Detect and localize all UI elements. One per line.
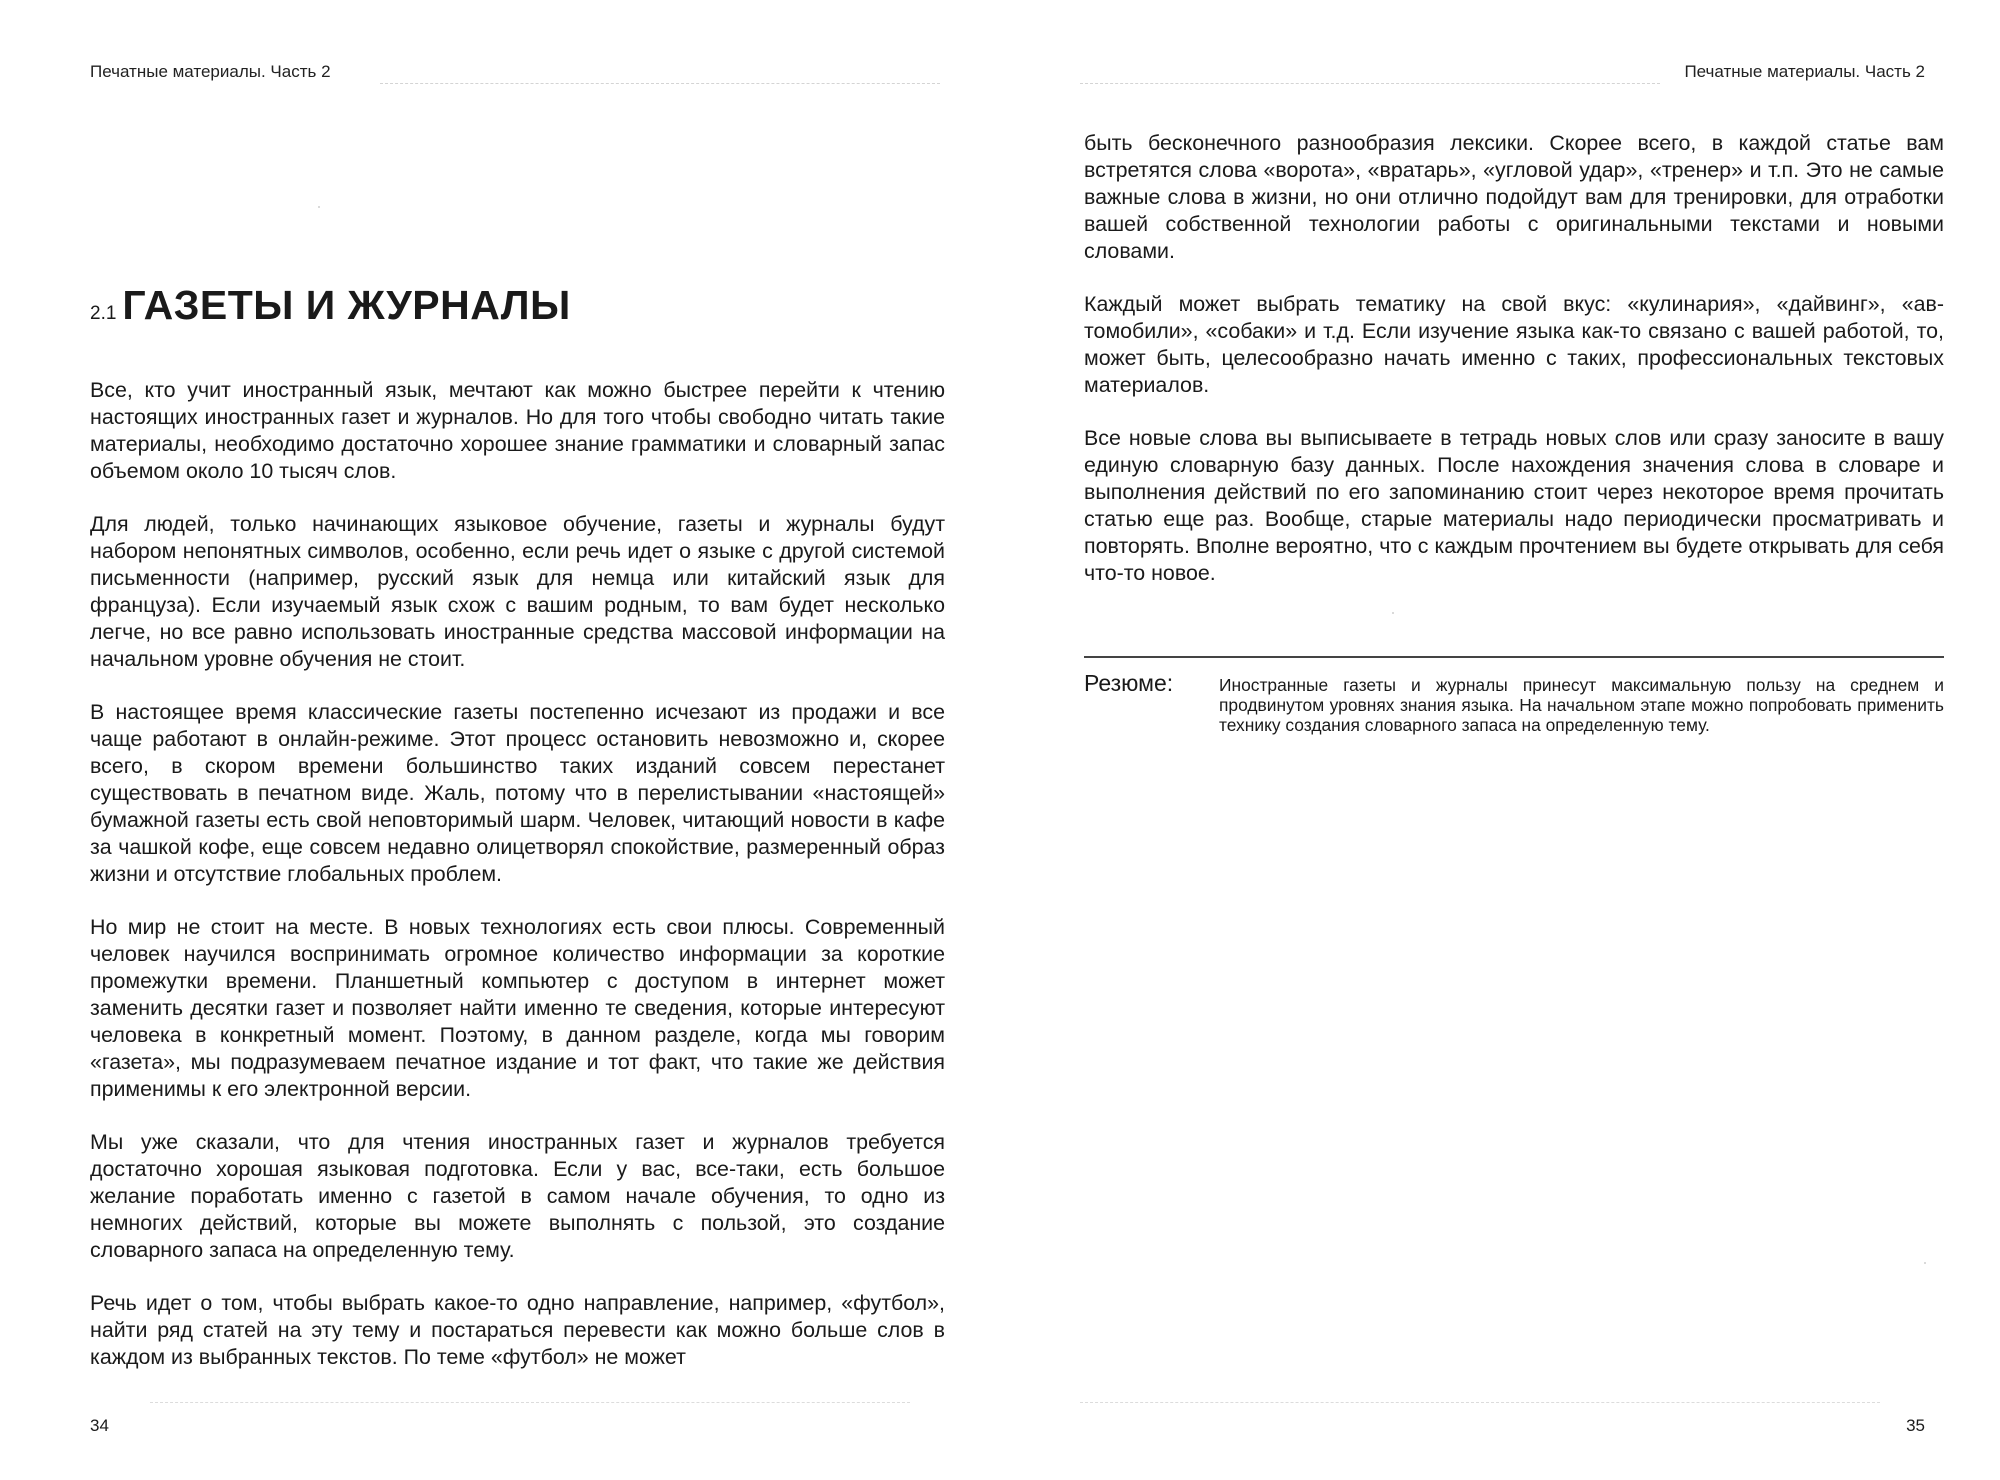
body-text — [1084, 130, 1944, 613]
paragraph: Мы уже сказали, что для чтения иностранных газет и журналов требуется достаточно хорошая языковая подготовка. Если у вас, все-таки, есть большое желание поработать именно с газетой в самом начале обучения, то одно из немногих действий, которые вы можете выполнять с пользой, это создание словарного запаса на определенную тему. — [90, 1130, 945, 1262]
paragraph: Каждый может выбрать тематику на свой вкус: «кулинария», «дайвинг», «автомобили», «собаки» и т.д. Если изучение языка как-то связано с вашей работой, то, может быть, целесообразно начать именно с таких, профессиональных текстовых материалов. — [1084, 292, 1944, 397]
section-title: ГАЗЕТЫ И ЖУРНАЛЫ — [122, 282, 571, 328]
scan-speck — [318, 206, 320, 208]
summary-divider — [1084, 656, 1944, 658]
paragraph: Но мир не стоит на месте. В новых технологиях есть свои плюсы. Современный человек научился воспринимать огромное количество информации за короткие промежутки времени. Планшетный компьютер с доступом в интернет может заменить десятки газет и позволяет найти именно те сведения, которые интересуют человека в конкретный момент. Поэтому, в данном разделе, когда мы говорим «газета», мы подразумеваем печатное издание и тот факт, что такие же действия применимы к его электронной версии. — [90, 915, 945, 1101]
footer-rule — [150, 1402, 910, 1403]
paragraph: Все, кто учит иностранный язык, мечтают как можно быстрее перейти к чтению настоящих иностранных газет и журналов. Но для того чтобы свободно читать такие материалы, необходимо достаточно хорошее знание грамматики и словарный запас объемом около 10 тысяч слов. — [90, 378, 945, 483]
running-head: Печатные материалы. Часть 2 — [90, 62, 331, 81]
paragraph: Речь идет о том, чтобы выбрать какое-то одно направление, например, «футбол», найти ряд статей на эту тему и постараться перевести как можно больше слов в каждом из выбранных текстов. По теме «футбол» не может — [90, 1291, 945, 1369]
right-page — [1000, 0, 2000, 1480]
page-number: 34 — [90, 1416, 109, 1435]
section-heading — [90, 282, 571, 329]
paragraph: Все новые слова вы выписываете в тетрадь новых слов или сразу заносите в вашу единую словарную базу данных. После нахождения значения слова в словаре и выполнения действий по его запоминанию стоит через некоторое время прочитать статью еще раз. Вообще, старые материалы надо периодически просматривать и повторять. Вполне вероятно, что с каждым прочтением вы будете открывать для себя что-то новое. — [1084, 426, 1944, 585]
summary-text: Иностранные газеты и журналы принесут максимальную пользу на среднем и продвинутом уровнях знания языка. На начальном этапе можно попробовать применить технику создания словарного запаса на определенную тему. — [1219, 675, 1944, 735]
header-rule — [380, 83, 940, 84]
summary-label: Резюме: — [1084, 670, 1174, 696]
paragraph: В настоящее время классические газеты постепенно исчезают из продажи и все чаще работают в онлайн-режиме. Этот процесс остановить невозможно и, скорее всего, в скором времени большинство таких изданий совсем перестанет существовать в печатном виде. Жаль, потому что в перелистывании «настоящей» бумажной газеты есть свой неповторимый шарм. Человек, читающий новости в кафе за чашкой кофе, еще совсем недавно олицетворял спокойствие, размеренный образ жизни и отсутствие глобальных проблем. — [90, 700, 945, 886]
section-number: 2.1 — [90, 303, 117, 324]
scan-speck — [1392, 612, 1394, 614]
running-head: Печатные материалы. Часть 2 — [1684, 62, 1925, 81]
paragraph: быть бесконечного разнообразия лексики. Скорее всего, в каждой статье вам встретятся слова «ворота», «вратарь», «угловой удар», «тренер» и т.п. Это не самые важные слова в жизни, но они отлично подойдут вам для тренировки, для отработки вашей собственной технологии работы с оригинальными текстами и новыми словами. — [1084, 131, 1944, 263]
page-number: 35 — [1906, 1416, 1925, 1435]
footer-rule — [1080, 1402, 1880, 1403]
scan-speck — [1924, 1262, 1926, 1264]
header-rule — [1080, 83, 1660, 84]
body-text — [90, 377, 945, 1397]
paragraph: Для людей, только начинающих языковое обучение, газеты и журналы будут набором непонятных символов, особенно, если речь идет о языке с другой системой письменности (например, русский язык для немца или китайский язык для француза). Если изучаемый язык схож с вашим родным, то вам будет несколько легче, но все равно использовать иностранные средства массовой информации на начальном уровне обучения не стоит. — [90, 512, 945, 671]
